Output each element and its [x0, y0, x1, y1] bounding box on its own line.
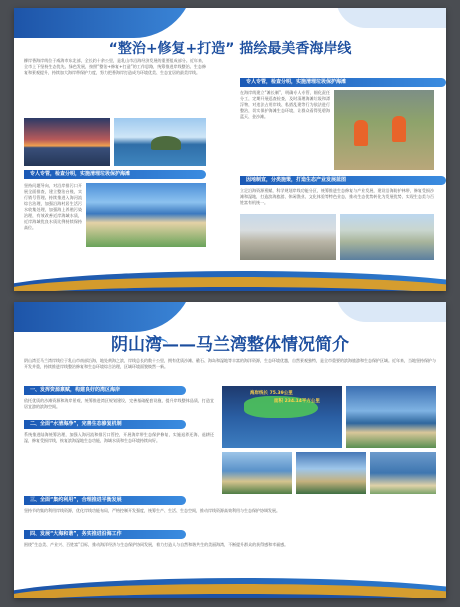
- board1-section1-header: 专人专管，检查分明，实施清理垃圾保护海滩: [240, 78, 446, 87]
- board2-sec4-body: 围绕“生态美、产业兴、百姓富”目标，推动海洋经济与生态保护协同发展，着力打造人与自然和谐共生的美丽海湾，不断提升群众的获得感和幸福感。: [24, 542, 289, 547]
- board2-title: 阴山湾——马兰湾整体情况简介: [111, 335, 349, 355]
- worker-figure: [392, 116, 406, 142]
- board2-sec2-header: 二、全面“水清海净”，完善生态修复机制: [24, 420, 186, 429]
- board1-section3-header: 因地制宜，分类施策，打造生态产业发展蓝图: [240, 176, 446, 185]
- island-sea-photo: [114, 118, 206, 166]
- coast-aerial-photo-4: [370, 452, 436, 494]
- decorative-swoosh-top: [14, 8, 194, 38]
- harbor-aerial-photo: [340, 214, 434, 260]
- board2-sec2-body: 系统推进陆海统筹治理，加强入海河流和排污口管控，开展海岸带生态保护修复，实施退养还海、退耕还湿，修复受损岸线，恢复滨海湿地生态功能，海域水质和生态环境持续向好。: [24, 432, 214, 443]
- board1-intro-text: 柳岸香海岸线位于威海市东北部，全长约十余公里，是乳山市沿海经济发展的重要组成部分。近年来，全市上下坚持生态优先、绿色发展，按照“整治+修复+打造”的工作思路，统筹推进岸线整治、生态修复和景观提升，持续加大海岸带保护力度，努力把香海岸打造成为环境优美、生态宜居的最美岸线。: [24, 58, 206, 75]
- board-bay-overview: [14, 302, 446, 598]
- board2-sec3-body: 坚持节约集约利用岸线资源，优化岸线功能布局，严格控制开发强度，统筹生产、生活、生态空间，推动岸线资源高效利用与生态保护协调发展。: [24, 508, 280, 513]
- coast-aerial-photo-1: [346, 386, 436, 448]
- coast-construction-photo: [240, 214, 336, 260]
- coast-aerial-photo-2: [222, 452, 292, 494]
- sunset-beach-photo: [24, 118, 110, 166]
- board-coastline-restoration: [14, 8, 446, 291]
- board1-title: “整治+修复+打造” 描绘最美香海岸线: [108, 41, 352, 57]
- board1-section2-body: 坚持问题导向，对沿岸排污口开展全面排查，建立整治台账，实行销号管理。持续推进入海河流综合治理，加强沿海村居生活污水收集处理，加强海上养殖污染治理，有效改善近岸海域水质，近岸海域优良水质比例持续保持高位。: [24, 183, 82, 230]
- worker-figure: [354, 120, 368, 146]
- beach-windmill-aerial-photo: [86, 183, 206, 247]
- coast-aerial-photo-3: [296, 452, 366, 494]
- board2-intro-text: 阴山湾至马兰湾岸线位于乳山市南部沿海，地处黄海之滨，岸线总长约数十公里，拥有优质沙滩、礁石、海岛和湿地等丰富的海洋资源，生态环境优越，自然景观独特，是全市重要的滨海旅游和生态保护区域。近年来，当地坚持保护与开发并重，持续推进岸线整治修复和生态环境综合治理，区域环境面貌焕然一新。: [24, 358, 436, 369]
- board1-section3-body: 立足沿海资源禀赋，科学规划岸线功能分区，统筹推进生态修复与产业发展，建设沿海防护林带，修复受损沙滩和湿地，打造滨海旅游、休闲渔业、文化体验等特色业态，推动生态优势转化为发展优势，实现生态美与百姓富有机统一。: [240, 188, 434, 205]
- board2-sec4-header: 四、发展“大海和谐”，务实推进沿海工作: [24, 530, 186, 539]
- bay-area-stat: 面积 234.14平方公里: [274, 399, 320, 404]
- coastline-length-stat: 海岸线长 75.39公里: [250, 391, 293, 396]
- decorative-swoosh-top: [14, 302, 194, 332]
- board2-sec1-body: 依托优质的沙滩资源和海岸景观，统筹推进湾区规划建设，完善基础配套设施，提升岸线整体品质，打造宜居宜游的滨海空间。: [24, 398, 214, 409]
- decorative-swoosh-top-right: [336, 8, 446, 28]
- board1-section2-header: 专人专管，检查分明，实施清理垃圾保护海滩: [24, 170, 206, 179]
- bay-aerial-map-photo: [222, 386, 342, 448]
- board2-sec1-header: 一、发挥资源禀赋，构建良好的湾区海岸: [24, 386, 186, 395]
- board2-sec3-header: 三、全面“集约利用”，合理推进平衡发展: [24, 496, 186, 505]
- board1-section1-body: 在海岸线建立“滩长制”，明确专人专管，细化责任分工，定期开展巡查检查，及时清理海滩垃圾和漂浮物，对违法占用岸线、私搭乱建等行为依法进行整治，切实保护海滩生态环境，让群众看得见碧海蓝天、金沙滩。: [240, 90, 330, 119]
- decorative-swoosh-top-right: [336, 302, 446, 322]
- workers-cleaning-photo: [334, 90, 434, 170]
